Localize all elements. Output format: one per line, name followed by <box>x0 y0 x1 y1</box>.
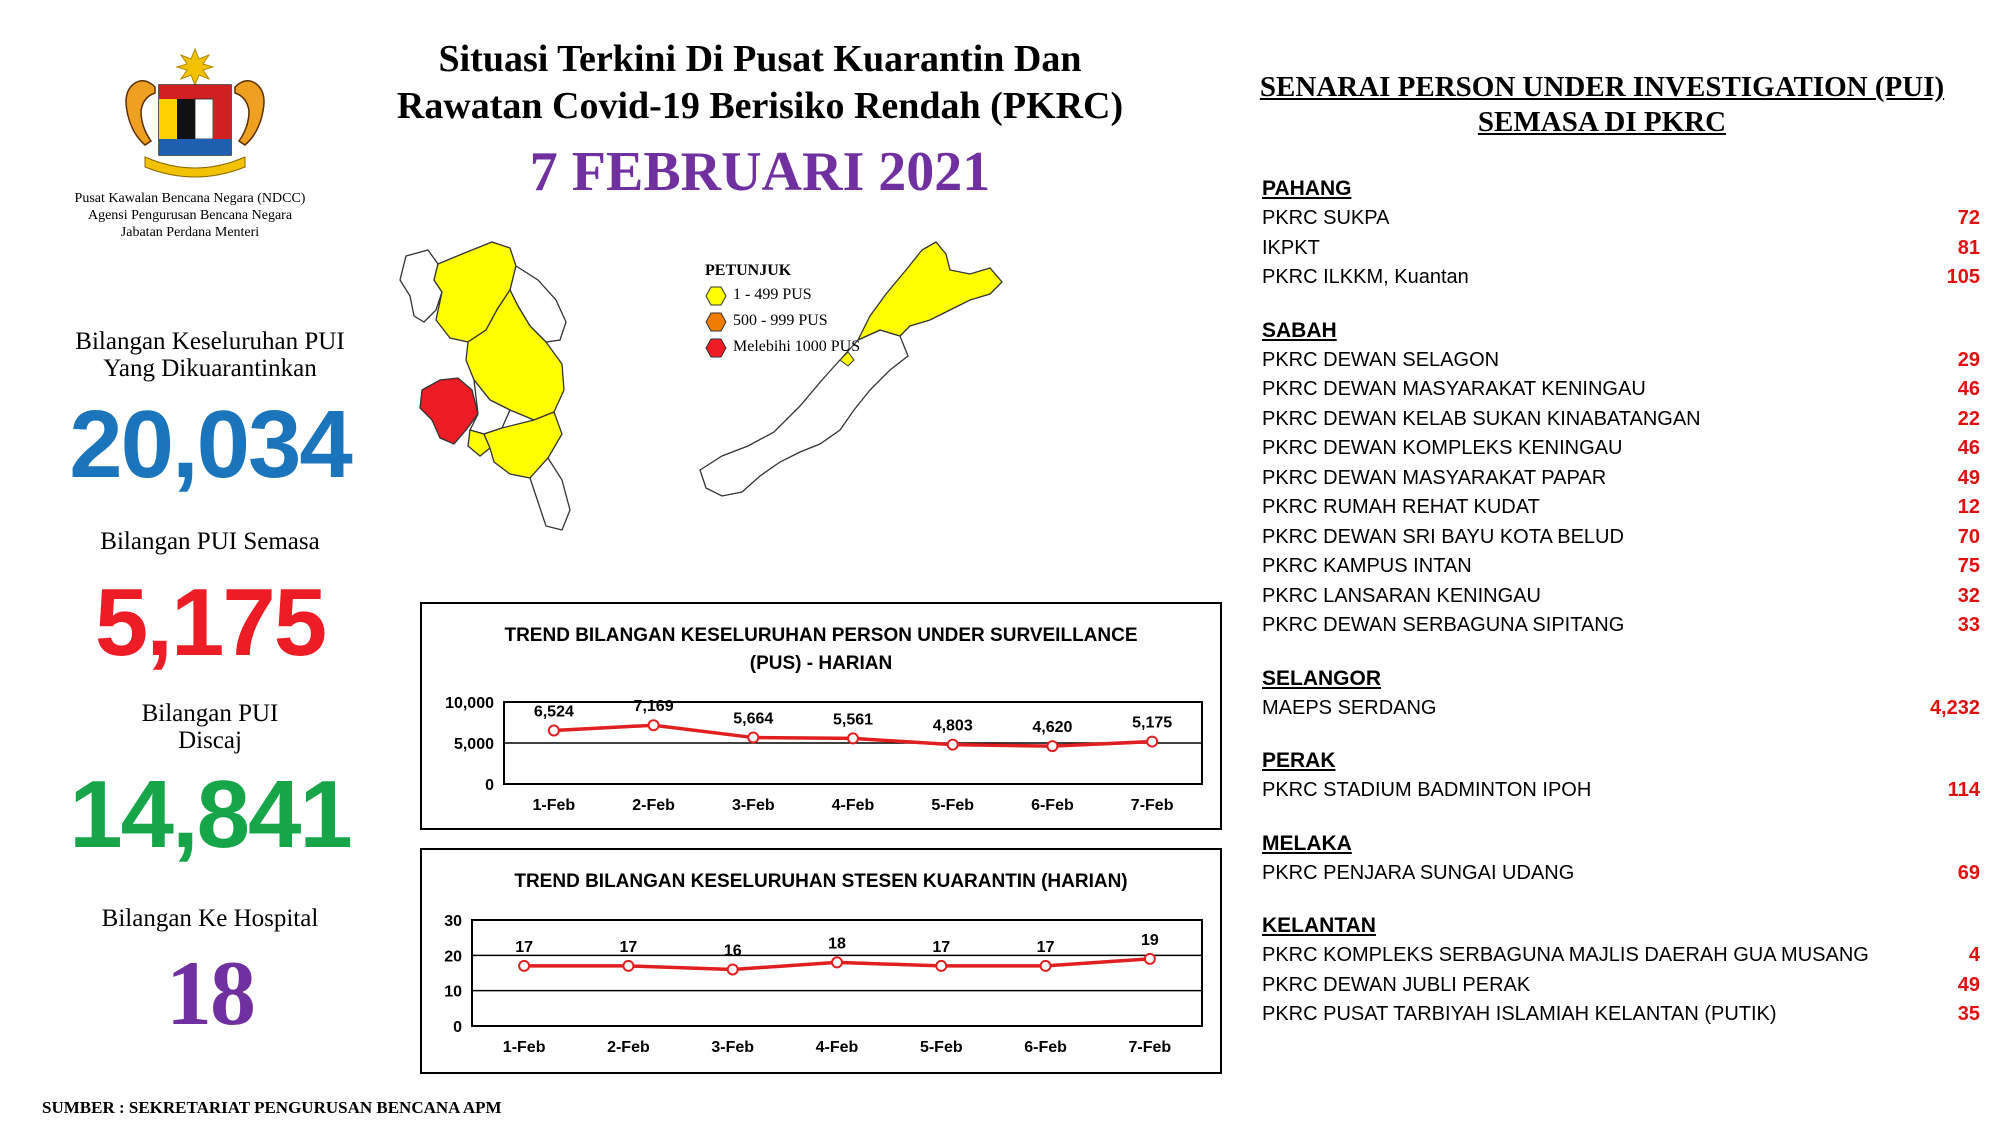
orange-hexagon-icon <box>705 312 727 332</box>
pus-data-label: 6,524 <box>533 703 574 721</box>
pkrc-pui-count: 46 <box>1957 437 1980 459</box>
legend-label-mid: 500 - 999 PUS <box>733 312 828 329</box>
pkrc-name: PKRC DEWAN KELAB SUKAN KINABATANGAN <box>1262 407 1701 430</box>
pkrc-pui-count: 49 <box>1957 466 1980 489</box>
pus-ytick-label: 10,000 <box>445 695 494 712</box>
list-item <box>1262 694 1980 724</box>
pus-data-label: 4,620 <box>1032 719 1073 737</box>
pkrc-name: PKRC PENJARA SUNGAI UDANG <box>1262 861 1575 884</box>
station-data-point <box>1041 961 1051 971</box>
pus-data-point <box>848 733 858 743</box>
pkrc-name: PKRC DEWAN SERBAGUNA SIPITANG <box>1262 614 1625 636</box>
list-item <box>1262 552 1980 582</box>
station-xtick-label: 3-Feb <box>711 1039 755 1056</box>
discharged-pui-label-line-2: Discaj <box>178 727 242 754</box>
station-ytick-label: 0 <box>453 1019 462 1036</box>
region-name: PAHANG <box>1262 177 1352 200</box>
station-data-point <box>728 964 738 974</box>
pus-trend-chart <box>420 602 1222 830</box>
source-note: SUMBER : SEKRETARIAT PENGURUSAN BENCANA APM <box>42 1098 502 1117</box>
station-data-label: 17 <box>1036 938 1055 956</box>
pus-data-point <box>748 733 758 743</box>
list-item <box>1262 204 1980 234</box>
pus-ytick-label: 0 <box>485 777 494 794</box>
pkrc-pui-count: 32 <box>1957 584 1980 607</box>
pus-xtick-label: 5-Feb <box>931 797 975 814</box>
pkrc-pui-count: 81 <box>1957 236 1980 259</box>
hospital-value: 18 <box>166 942 254 1044</box>
region-selangor <box>1262 664 1980 724</box>
station-xtick-label: 5-Feb <box>919 1039 963 1056</box>
list-item <box>1262 941 1980 971</box>
pus-xtick-label: 6-Feb <box>1031 797 1074 814</box>
station-ytick-label: 30 <box>444 913 462 930</box>
pkrc-name: PKRC DEWAN MASYARAKAT PAPAR <box>1262 466 1607 489</box>
station-xtick-label: 2-Feb <box>607 1039 650 1056</box>
station-xtick-label: 7-Feb <box>1128 1039 1172 1056</box>
pui-list-heading <box>1222 70 1982 140</box>
pkrc-pui-count: 69 <box>1957 861 1980 884</box>
pkrc-name: PKRC LANSARAN KENINGAU <box>1262 584 1541 607</box>
station-xtick-label: 4-Feb <box>815 1039 859 1056</box>
map-legend <box>705 262 875 364</box>
pus-data-point <box>649 720 659 730</box>
pus-data-point <box>549 726 559 736</box>
page-title-line-2: Rawatan Covid-19 Berisiko Rendah (PKRC) <box>396 85 1124 127</box>
legend-label-low: 1 - 499 PUS <box>733 286 812 303</box>
list-item <box>1262 263 1980 293</box>
region-name: SELANGOR <box>1262 666 1382 690</box>
report-date: 7 FEBRUARI 2021 <box>529 141 991 203</box>
list-item <box>1262 375 1980 405</box>
pkrc-pui-count: 12 <box>1957 496 1980 518</box>
station-data-label: 19 <box>1140 931 1159 949</box>
total-pui-label-line-1: Bilangan Keseluruhan PUI <box>75 328 345 355</box>
pkrc-name: PKRC KAMPUS INTAN <box>1262 555 1472 577</box>
page-title <box>370 36 1150 130</box>
station-data-label: 16 <box>723 942 742 960</box>
list-item <box>1262 1000 1980 1030</box>
list-item <box>1262 859 1980 889</box>
pus-data-label: 5,175 <box>1132 714 1173 732</box>
pus-xtick-label: 3-Feb <box>731 797 775 814</box>
pkrc-pui-count: 46 <box>1957 378 1980 400</box>
list-item <box>1262 611 1980 641</box>
pus-xtick-label: 1-Feb <box>532 797 576 814</box>
pkrc-pui-count: 105 <box>1946 266 1980 288</box>
region-name: KELANTAN <box>1262 914 1376 937</box>
station-data-point <box>936 961 946 971</box>
pkrc-pui-count: 22 <box>1957 407 1980 430</box>
yellow-hexagon-icon <box>705 286 727 306</box>
agency-info <box>40 190 340 241</box>
page-title-line-1: Situasi Terkini Di Pusat Kuarantin Dan <box>438 38 1082 80</box>
pkrc-name: PKRC DEWAN KOMPLEKS KENINGAU <box>1262 437 1623 459</box>
pkrc-name: MAEPS SERDANG <box>1262 696 1437 719</box>
station-data-point <box>623 961 633 971</box>
station-ytick-label: 20 <box>444 948 462 966</box>
station-data-label: 18 <box>828 935 846 953</box>
pkrc-name: PKRC RUMAH REHAT KUDAT <box>1262 496 1540 518</box>
pus-chart-plot <box>422 604 1220 828</box>
pkrc-name: PKRC KOMPLEKS SERBAGUNA MAJLIS DAERAH GUA MUSANG <box>1262 944 1869 966</box>
red-hexagon-icon <box>705 338 727 358</box>
region-sabah <box>1262 316 1980 641</box>
pus-data-point <box>1047 741 1057 751</box>
pus-xtick-label: 7-Feb <box>1130 797 1174 814</box>
pkrc-name: PKRC DEWAN MASYARAKAT KENINGAU <box>1262 378 1646 400</box>
pus-chart-title-line-2: (PUS) - HARIAN <box>749 653 893 674</box>
legend-item-mid <box>705 312 875 332</box>
agency-line-1: Pusat Kawalan Bencana Negara (NDCC) <box>74 191 306 206</box>
pkrc-name: IKPKT <box>1262 236 1320 259</box>
pus-data-label: 4,803 <box>932 717 973 735</box>
pkrc-pui-count: 35 <box>1957 1003 1980 1025</box>
current-pui-label: Bilangan PUI Semasa <box>100 528 320 555</box>
pus-ytick-label: 5,000 <box>453 736 494 753</box>
station-data-point <box>832 957 842 967</box>
region-name: MELAKA <box>1262 831 1352 855</box>
pkrc-pui-count: 33 <box>1957 614 1980 636</box>
list-item <box>1262 464 1980 494</box>
list-item <box>1262 776 1980 806</box>
pui-list-heading-line-1: SENARAI PERSON UNDER INVESTIGATION (PUI) <box>1259 71 1945 103</box>
legend-item-low <box>705 286 875 306</box>
total-pui-label-line-2: Yang Dikuarantinkan <box>103 355 317 382</box>
pkrc-pui-count: 49 <box>1957 973 1980 996</box>
pkrc-pui-count: 4 <box>1968 944 1980 966</box>
list-item <box>1262 493 1980 523</box>
pui-list-heading-line-2: SEMASA DI PKRC <box>1477 106 1727 138</box>
pkrc-pui-count: 75 <box>1957 555 1980 577</box>
station-chart-title: TREND BILANGAN KESELURUHAN STESEN KUARANTIN (HARIAN) <box>514 871 1128 892</box>
agency-line-2: Agensi Pengurusan Bencana Negara <box>87 208 293 223</box>
region-perak <box>1262 746 1980 806</box>
pkrc-pui-count: 4,232 <box>1929 696 1980 719</box>
station-data-label: 17 <box>515 938 534 956</box>
total-pui-value: 20,034 <box>69 391 351 498</box>
legend-item-high <box>705 338 875 358</box>
pus-xtick-label: 4-Feb <box>831 797 875 814</box>
list-item <box>1262 523 1980 553</box>
pus-data-label: 5,561 <box>832 711 874 729</box>
list-item <box>1262 434 1980 464</box>
pkrc-name: PKRC DEWAN SRI BAYU KOTA BELUD <box>1262 525 1624 548</box>
region-name: PERAK <box>1262 749 1336 772</box>
list-item <box>1262 582 1980 612</box>
pkrc-pui-count: 72 <box>1957 207 1980 229</box>
current-pui-value: 5,175 <box>94 569 326 676</box>
legend-title: PETUNJUK <box>705 262 792 279</box>
station-ytick-label: 10 <box>444 983 462 1001</box>
pkrc-name: PKRC PUSAT TARBIYAH ISLAMIAH KELANTAN (PUTIK) <box>1262 1003 1777 1025</box>
list-item <box>1262 346 1980 376</box>
pus-data-point <box>948 740 958 750</box>
pus-xtick-label: 2-Feb <box>632 797 675 814</box>
station-data-label: 17 <box>932 938 951 956</box>
pus-data-point <box>1147 737 1157 747</box>
map-sabah <box>858 242 1002 340</box>
pkrc-pui-count: 70 <box>1957 525 1980 548</box>
pus-chart-title-line-1: TREND BILANGAN KESELURUHAN PERSON UNDER SURVEILLANCE <box>504 625 1138 646</box>
station-xtick-label: 6-Feb <box>1024 1039 1067 1056</box>
region-kelantan <box>1262 911 1980 1030</box>
region-name: SABAH <box>1262 318 1337 342</box>
station-data-label: 17 <box>619 938 638 956</box>
pkrc-name: PKRC STADIUM BADMINTON IPOH <box>1262 779 1592 801</box>
pkrc-name: PKRC DEWAN JUBLI PERAK <box>1262 973 1531 996</box>
hospital-label: Bilangan Ke Hospital <box>101 905 319 932</box>
agency-line-3: Jabatan Perdana Menteri <box>120 225 260 240</box>
discharged-pui-label <box>60 700 360 754</box>
region-melaka <box>1262 829 1980 889</box>
legend-label-high: Melebihi 1000 PUS <box>733 338 861 355</box>
station-trend-chart <box>420 848 1222 1074</box>
discharged-pui-value: 14,841 <box>69 761 351 868</box>
list-item <box>1262 405 1980 435</box>
region-pahang <box>1262 174 1980 293</box>
station-chart-plot <box>422 850 1220 1072</box>
pus-data-label: 5,664 <box>733 710 774 728</box>
pkrc-name: PKRC DEWAN SELAGON <box>1262 348 1500 371</box>
total-pui-label <box>60 328 360 382</box>
pkrc-name: PKRC ILKKM, Kuantan <box>1262 266 1469 288</box>
station-xtick-label: 1-Feb <box>502 1039 546 1056</box>
pkrc-pui-count: 114 <box>1947 779 1980 801</box>
station-data-point <box>1145 954 1155 964</box>
station-data-point <box>519 961 529 971</box>
list-item <box>1262 234 1980 264</box>
pkrc-pui-count: 29 <box>1957 348 1980 371</box>
pus-data-label: 7,169 <box>633 698 674 716</box>
discharged-pui-label-line-1: Bilangan PUI <box>141 700 279 727</box>
map-perlis-kedah <box>400 250 442 322</box>
malaysia-coat-of-arms-icon <box>95 45 295 185</box>
pui-list <box>1262 174 1980 1053</box>
list-item <box>1262 971 1980 1001</box>
pkrc-name: PKRC SUKPA <box>1262 207 1390 229</box>
